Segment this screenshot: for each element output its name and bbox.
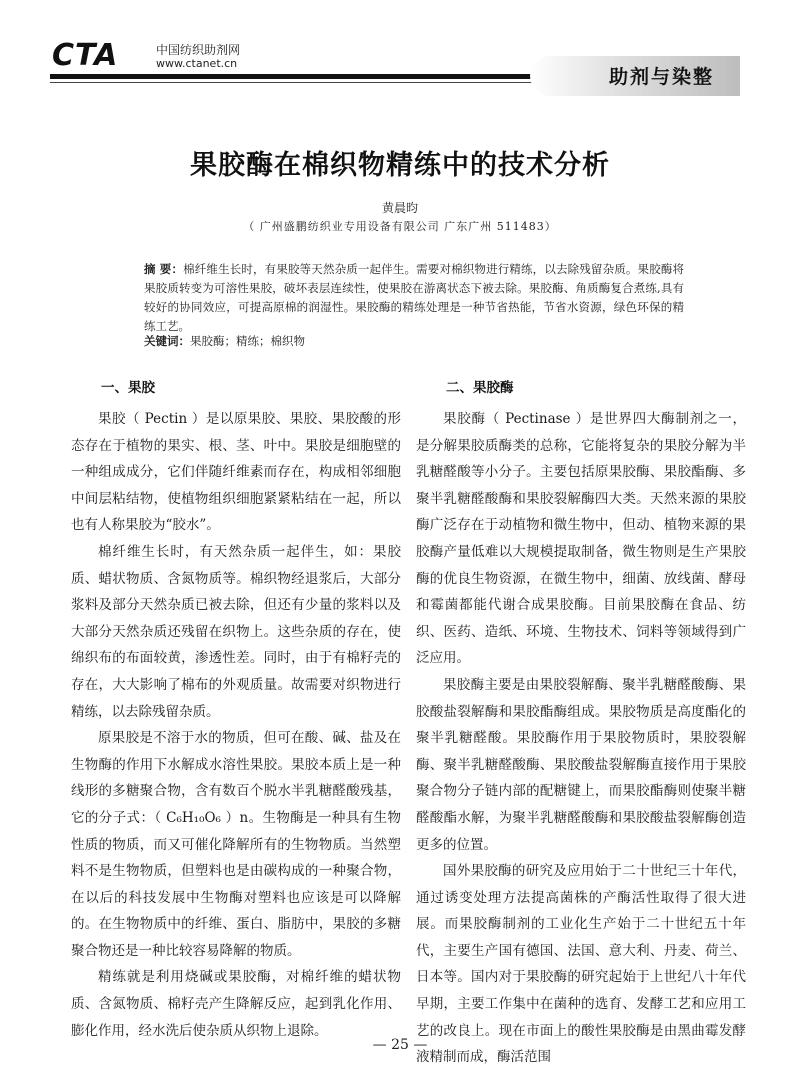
header-rule-thin xyxy=(50,82,595,83)
abstract-text: 棉纤维生长时，有果胶等天然杂质一起伴生。需要对棉织物进行精练，以去除残留杂质。果胶酶将果胶质转变为可溶性果胶，破坏表层连续性，使果胶在游离状态下被去除。果胶酶、角质酶复合煮练,具有较好的协同效应，可提高原棉的润湿性。果胶酶的精练处理是一种节省热能，节省水资源，绿色环保的精练工艺。 xyxy=(144,262,684,333)
paragraph: 原果胶是不溶于水的物质，但可在酸、碱、盐及在生物酶的作用下水解成水溶性果胶。果胶本质上是一种线形的多糖聚合物，含有数百个脱水半乳糖醛酸残基，它的分子式：（ C₆H₁₀O₆ ）n。生物酶是一种具有生物性质的物质，而又可催化降解所有的生物物质。当然塑料不是生物物质，但塑料也是由碳构成的一种聚合物，在以后的科技发展中生物酶对塑料也应该是可以降解的。在生物物质中的纤维、蛋白、脂肪中，果胶的多糖聚合物还是一种比较容易降解的物质。 xyxy=(71,730,401,959)
abstract-label: 摘 要： xyxy=(144,262,184,276)
section-title: 助剂与染整 xyxy=(608,66,714,88)
article-author: 黄晨昀 xyxy=(381,201,418,215)
body-column-left xyxy=(71,378,401,1044)
keywords-text: 果胶酶；精练；棉织物 xyxy=(190,334,305,348)
section-heading-pectinase: 二、果胶酶 xyxy=(446,380,514,396)
body-column-right xyxy=(416,378,746,1071)
article-affiliation: （ 广州盛鹏纺织业专用设备有限公司 广东广州 511483） xyxy=(243,220,557,233)
logo-site-url: www.ctanet.cn xyxy=(156,57,238,70)
logo-cta-text: CTA xyxy=(52,38,119,73)
paragraph: 果胶（ Pectin ）是以原果胶、果胶、果胶酸的形态存在于植物的果实、根、茎、叶中。果胶是细胞壁的一种组成成分，它们伴随纤维素而存在，构成相邻细胞中间层粘结物，使植物组织细胞紧紧粘结在一起，所以也有人称果胶为“胶水”。 xyxy=(71,411,401,534)
section-tab xyxy=(530,56,740,96)
paragraph: 棉纤维生长时，有天然杂质一起伴生，如：果胶质、蜡状物质、含氮物质等。棉织物经退浆后，大部分浆料及部分天然杂质已被去除，但还有少量的浆料以及大部分天然杂质还残留在织物上。这些杂质的存在，使绵织布的布面较黄，渗透性差。同时，由于有棉籽壳的存在，大大影响了棉布的外观质量。故需要对织物进行精练，以去除残留杂质。 xyxy=(71,543,401,720)
keywords xyxy=(144,333,684,349)
keywords-label: 关键词： xyxy=(144,334,190,348)
paragraph: 果胶酶（ Pectinase ）是世界四大酶制剂之一，是分解果胶质酶类的总称，它能将复杂的果胶分解为半乳糖醛酸等小分子。主要包括原果胶酶、果胶酯酶、多聚半乳糖醛酸酶和果胶裂解酶四大类。天然来源的果胶酶广泛存在于动植物和微生物中，但动、植物来源的果胶酶产量低难以大规模提取制备，微生物则是生产果胶酶的优良生物资源，在微生物中，细菌、放线菌、酵母和霉菌都能代谢合成果胶酶。目前果胶酶在食品、纺织、医药、造纸、环境、生物技术、饲料等领域得到广泛应用。 xyxy=(416,411,746,667)
paragraph: 果胶酶主要是由果胶裂解酶、聚半乳糖醛酸酶、果胶酸盐裂解酶和果胶酯酶组成。果胶物质是高度酯化的聚半乳糖醛酸。果胶酶作用于果胶物质时，果胶裂解酶、聚半乳糖醛酸酶、果胶酸盐裂解酶直接作用于果胶聚合物分子链内部的配糖键上，而果胶酯酶则使聚半糖醛酸酯水解，为聚半乳糖醛酸酶和果胶酸盐裂解酶创造更多的位置。 xyxy=(416,676,746,853)
paragraph: 国外果胶酶的研究及应用始于二十世纪三十年代，通过诱变处理方法提高菌株的产酶活性取得了很大进展。而果胶酶制剂的工业化生产始于二十世纪五十年代，主要生产国有德国、法国、意大利、丹麦、荷兰、日本等。国内对于果胶酶的研究起始于上世纪八十年代早期，主要工作集中在菌种的选育、发酵工艺和应用工艺的改良上。现在市面上的酸性果胶酶是由黑曲霉发酵液精制而成，酶活范围 xyxy=(416,863,746,1066)
logo-site-name: 中国纺织助剂网 xyxy=(156,43,241,57)
abstract xyxy=(144,260,684,336)
paragraph: 精练就是利用烧碱或果胶酶，对棉纤维的蜡状物质、含氮物质、棉籽壳产生降解反应，起到乳化作用、膨化作用，经水洗后使杂质从织物上退除。 xyxy=(71,969,401,1039)
header-rule xyxy=(50,74,595,79)
section-heading-pectin: 一、果胶 xyxy=(101,380,155,396)
page-number: — 25 — xyxy=(372,1037,428,1053)
article-title: 果胶酶在棉织物精练中的技术分析 xyxy=(190,150,610,181)
